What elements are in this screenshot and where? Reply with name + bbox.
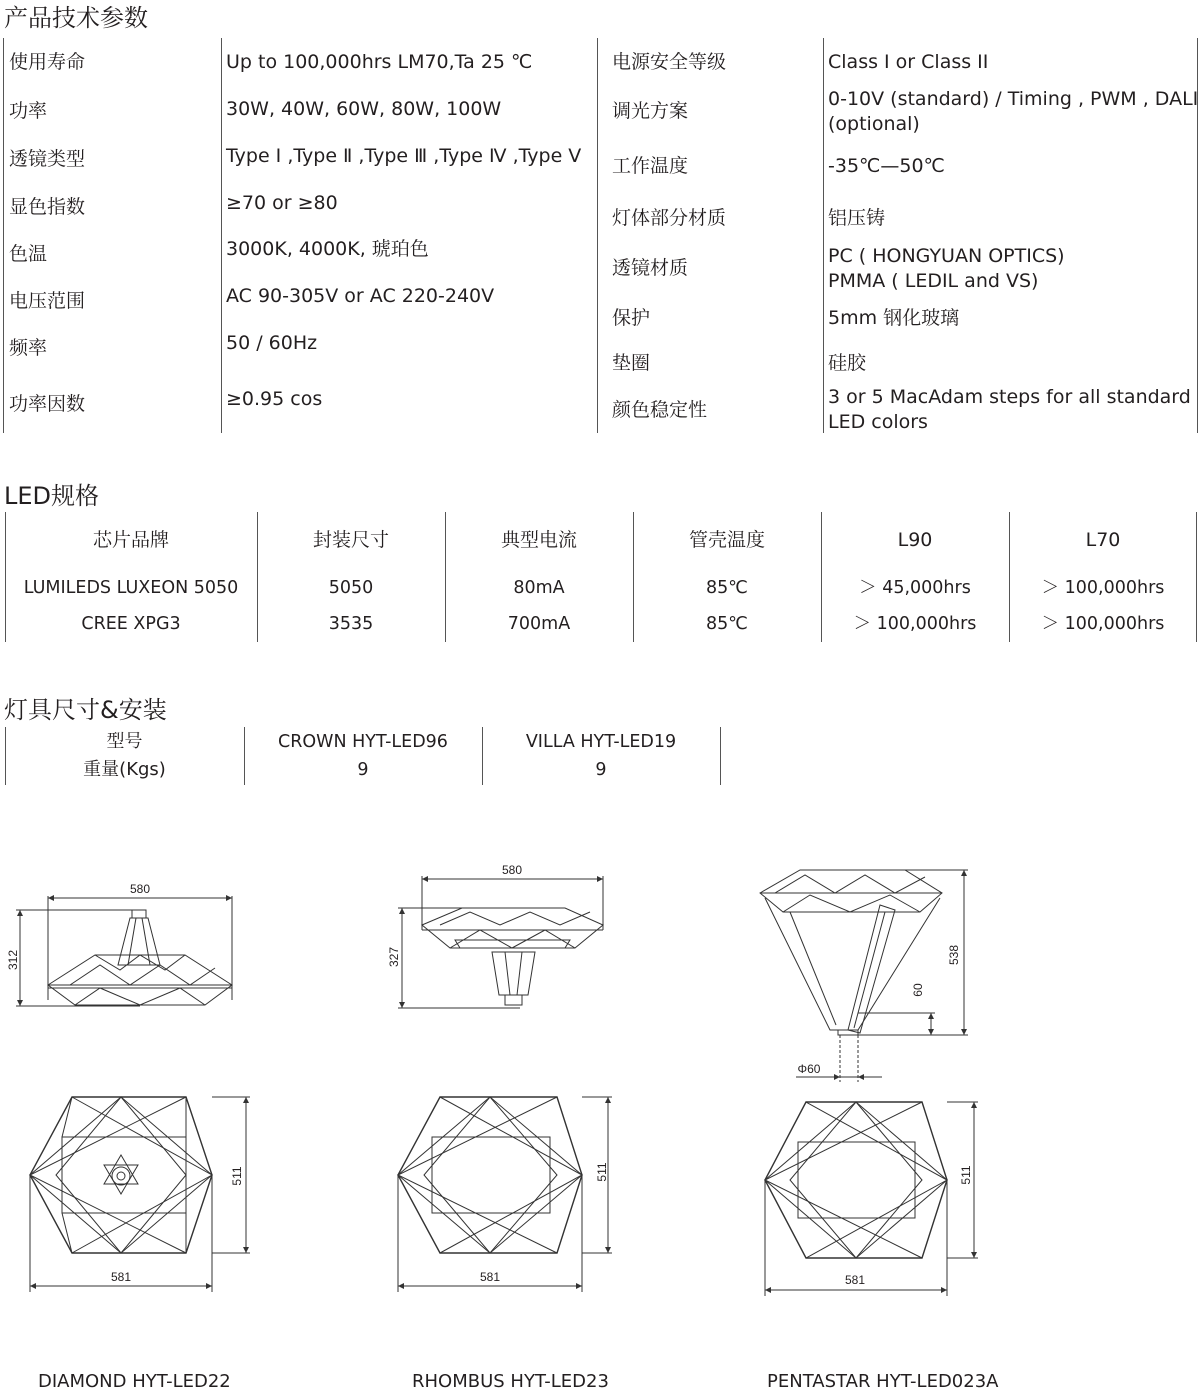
- spec-value: Type Ⅰ ,Type Ⅱ ,Type Ⅲ ,Type Ⅳ ,Type Ⅴ: [226, 145, 582, 167]
- spec-label: 色温: [9, 243, 48, 265]
- led-header: 管壳温度: [688, 529, 765, 551]
- spec-label: 保护: [612, 307, 651, 329]
- led-header: L70: [1085, 529, 1121, 551]
- spec-label: 垫圈: [612, 352, 651, 374]
- spec-value: 5mm 钢化玻璃: [828, 307, 960, 329]
- spec-value: AC 90-305V or AC 220-240V: [226, 285, 495, 307]
- dim-text: 511: [595, 1162, 609, 1182]
- led-header: 封装尺寸: [312, 529, 389, 551]
- spec-label: 电压范围: [9, 290, 86, 312]
- spec-label: 显色指数: [9, 196, 86, 218]
- spec-value-cont: (optional): [828, 113, 920, 135]
- spec-label: 调光方案: [612, 100, 689, 122]
- dim-text: 538: [947, 944, 961, 966]
- led-cell: LUMILEDS LUXEON 5050: [23, 578, 239, 598]
- spec-value: 硅胶: [828, 352, 867, 374]
- pentastar-elevation: [760, 870, 968, 1082]
- spec-label: 使用寿命: [9, 51, 86, 73]
- spec-label: 功率: [9, 100, 48, 122]
- spec-value: ≥70 or ≥80: [226, 192, 338, 214]
- led-cell: ＞ 45,000hrs: [859, 578, 971, 598]
- dims-cell: 型号: [106, 731, 143, 752]
- led-cell: 80mA: [513, 578, 565, 598]
- rhombus-elevation: [398, 876, 603, 1008]
- spec-value: 3000K, 4000K, 琥珀色: [226, 238, 429, 260]
- dim-text: 581: [844, 1273, 866, 1287]
- dim-text: 312: [6, 949, 20, 971]
- spec-label: 电源安全等级: [612, 51, 727, 73]
- spec-value-cont: LED colors: [828, 411, 928, 433]
- model-name-diamond: DIAMOND HYT-LED22: [38, 1371, 231, 1392]
- spec-label: 灯体部分材质: [612, 207, 727, 229]
- spec-value: PC ( HONGYUAN OPTICS): [828, 245, 1065, 267]
- rhombus-plan: [398, 1097, 612, 1292]
- dim-text: 581: [110, 1270, 132, 1284]
- spec-label: 工作温度: [612, 155, 689, 177]
- dim-text: 511: [230, 1166, 244, 1186]
- spec-section-title: 产品技术参数: [4, 4, 148, 32]
- led-header: 典型电流: [500, 529, 577, 551]
- spec-value: -35℃—50℃: [828, 155, 945, 177]
- spec-value: ≥0.95 cos: [226, 388, 323, 410]
- led-header: 芯片品牌: [92, 529, 169, 551]
- dims-cell: 重量(Kgs): [83, 759, 166, 780]
- led-cell: ＞ 100,000hrs: [1041, 614, 1165, 634]
- led-cell: CREE XPG3: [81, 614, 181, 634]
- spec-label: 颜色稳定性: [612, 399, 708, 421]
- led-cell: ＞ 100,000hrs: [853, 614, 977, 634]
- dim-text: 327: [387, 946, 401, 968]
- dim-text: Φ60: [797, 1062, 821, 1076]
- spec-value-cont: PMMA ( LEDIL and VS): [828, 270, 1039, 292]
- dims-cell: CROWN HYT-LED96: [278, 732, 448, 752]
- led-cell: ＞ 100,000hrs: [1041, 578, 1165, 598]
- dim-text: 580: [129, 882, 151, 896]
- dims-section-title: 灯具尺寸&安装: [4, 696, 167, 724]
- spec-value: Up to 100,000hrs LM70,Ta 25 ℃: [226, 51, 533, 73]
- dim-text: 60: [911, 983, 925, 997]
- led-cell: 85℃: [706, 614, 748, 634]
- dims-cell: VILLA HYT-LED19: [525, 732, 677, 752]
- spec-label: 透镜材质: [612, 257, 689, 279]
- spec-value: 0-10V (standard) / Timing , PWM , DALI: [828, 88, 1199, 110]
- led-cell: 85℃: [706, 578, 748, 598]
- spec-label: 频率: [9, 337, 48, 359]
- spec-label: 功率因数: [9, 393, 86, 415]
- diamond-plan: [30, 1097, 250, 1292]
- dim-text: 581: [479, 1270, 501, 1284]
- model-name-pentastar: PENTASTAR HYT-LED023A: [767, 1371, 999, 1392]
- spec-value: 50 / 60Hz: [226, 332, 318, 354]
- dims-cell: 9: [595, 760, 607, 780]
- led-section-title: LED规格: [4, 482, 100, 510]
- led-cell: 5050: [328, 578, 374, 598]
- model-name-rhombus: RHOMBUS HYT-LED23: [412, 1371, 609, 1392]
- dim-text: 580: [501, 863, 523, 877]
- led-cell: 700mA: [507, 614, 571, 634]
- led-header: L90: [897, 529, 933, 551]
- dims-cell: 9: [357, 760, 369, 780]
- spec-label: 透镜类型: [9, 148, 86, 170]
- spec-value: 3 or 5 MacAdam steps for all standard: [828, 386, 1191, 408]
- dim-text: 511: [959, 1165, 973, 1185]
- diamond-elevation: [16, 896, 232, 1006]
- spec-value: 30W, 40W, 60W, 80W, 100W: [226, 98, 502, 120]
- spec-value: 铝压铸: [828, 207, 886, 229]
- spec-value: Class I or Class II: [828, 51, 989, 73]
- pentastar-plan: [765, 1102, 978, 1296]
- led-cell: 3535: [328, 614, 374, 634]
